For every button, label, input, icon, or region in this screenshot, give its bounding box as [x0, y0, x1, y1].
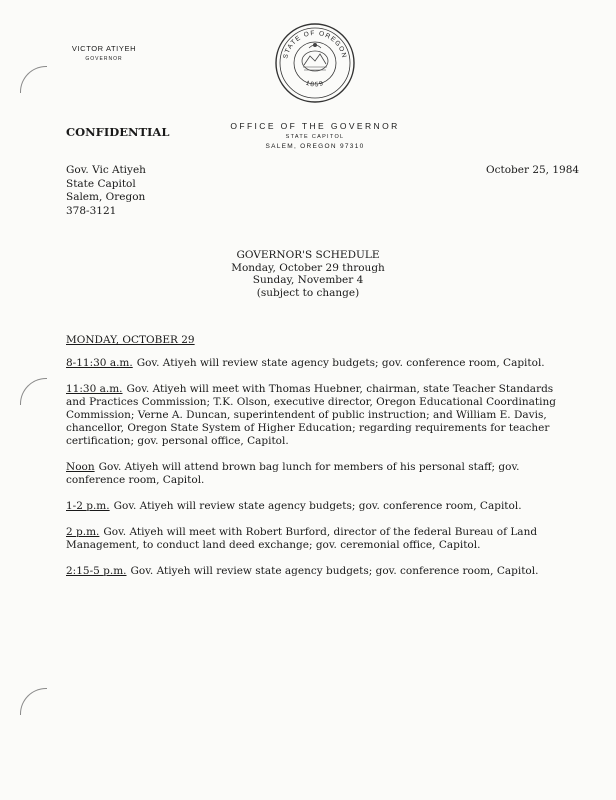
contact-line: State Capitol — [66, 177, 136, 190]
binder-hole-mark — [20, 688, 47, 715]
entry-time: 11:30 a.m. — [66, 383, 123, 395]
entry-text: Gov. Atiyeh will meet with Robert Burford, director of the federal Bureau of Land Management, to conduct land deed exchange; gov. ceremonial office, Capitol. — [66, 526, 538, 551]
governor-title: GOVERNOR — [85, 56, 123, 62]
seal-text: STATE OF OREGON — [282, 29, 348, 60]
office-name: OFFICE OF THE GOVERNOR — [230, 121, 400, 131]
binder-hole-mark — [20, 378, 47, 405]
svg-text:1859 — [305, 80, 325, 89]
schedule-entry — [66, 500, 566, 513]
entry-time: Noon — [66, 461, 95, 473]
entry-time: 2 p.m. — [66, 526, 100, 538]
office-city: SALEM, OREGON 97310 — [265, 143, 365, 150]
state-seal-icon — [274, 22, 356, 104]
schedule-entry — [66, 461, 566, 487]
document-date: October 25, 1984 — [486, 164, 580, 176]
governor-name: VICTOR ATIYEH — [71, 44, 137, 53]
schedule-range-start: Monday, October 29 through — [231, 261, 385, 274]
schedule-content — [66, 334, 566, 591]
schedule-title-block — [210, 249, 406, 299]
entry-time: 2:15-5 p.m. — [66, 565, 127, 577]
entry-text: Gov. Atiyeh will review state agency budgets; gov. conference room, Capitol. — [130, 565, 539, 577]
office-letterhead — [190, 121, 440, 150]
entry-text: Gov. Atiyeh will review state agency budgets; gov. conference room, Capitol. — [136, 357, 545, 369]
seal-year: 1859 — [304, 79, 326, 89]
contact-line: Gov. Vic Atiyeh — [66, 164, 146, 176]
office-building: STATE CAPITOL — [285, 134, 345, 140]
day-heading: MONDAY, OCTOBER 29 — [66, 334, 195, 346]
schedule-entry — [66, 383, 566, 448]
schedule-title: GOVERNOR'S SCHEDULE — [236, 249, 380, 261]
schedule-range-end: Sunday, November 4 — [252, 274, 364, 286]
entry-time: 8-11:30 a.m. — [66, 357, 133, 369]
schedule-entry — [66, 565, 566, 578]
entry-time: 1-2 p.m. — [66, 500, 110, 512]
governor-name-block — [58, 44, 150, 62]
contact-line: Salem, Oregon — [66, 191, 146, 203]
binder-hole-mark — [20, 66, 47, 93]
confidential-label: CONFIDENTIAL — [66, 125, 170, 139]
contact-phone: 378-3121 — [66, 204, 117, 217]
schedule-entry — [66, 357, 566, 370]
entry-text: Gov. Atiyeh will attend brown bag lunch for members of his personal staff; gov. conference room, Capitol. — [66, 461, 520, 486]
entry-text: Gov. Atiyeh will meet with Thomas Huebner, chairman, state Teacher Standards and Practices Commission; T.K. Olson, executive director, Oregon Educational Coordinating Commission; Verne A. Duncan, superintendent of public instruction; and William E. Davis, chancellor, Oregon State System of Higher Education; regarding requirements for teacher certification; gov. personal office, Capitol. — [66, 383, 556, 447]
contact-address — [66, 164, 146, 218]
schedule-note: (subject to change) — [256, 286, 360, 299]
schedule-entry — [66, 526, 566, 552]
entry-text: Gov. Atiyeh will review state agency budgets; gov. conference room, Capitol. — [113, 500, 522, 512]
